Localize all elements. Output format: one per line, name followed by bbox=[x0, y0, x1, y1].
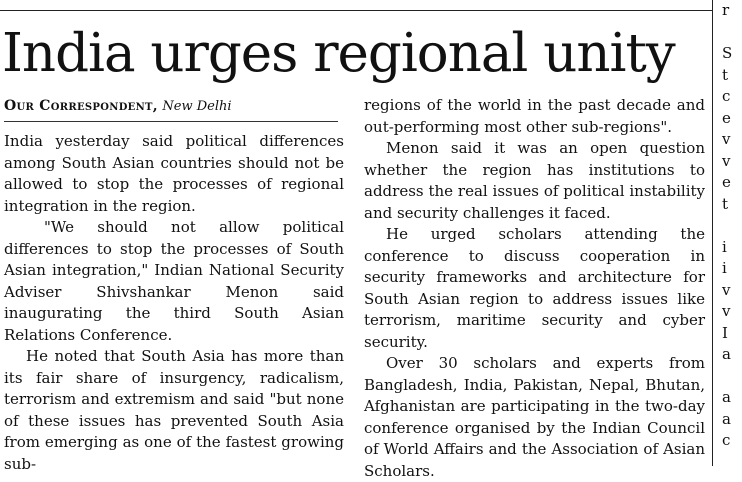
adjacent-article-fragment bbox=[722, 0, 742, 452]
fragment-line: v bbox=[722, 280, 731, 299]
fragment-line: i bbox=[722, 259, 727, 277]
fragment-line: a bbox=[722, 345, 731, 363]
paragraph: Over 30 scholars and experts from Bangladesh, India, Pakistan, Nepal, Bhutan, Afghanistan are participating in the two-day conference organised by the Indian Council of World Affairs and the Association of Asian Scholars. bbox=[364, 354, 705, 480]
byline-author: Our Correspondent, bbox=[4, 98, 158, 114]
paragraph: India yesterday said political differences among South Asian countries should not be allowed to stop the processes of regional integration in the region. bbox=[4, 132, 344, 215]
fragment-line: t bbox=[722, 194, 729, 213]
paragraph: He urged scholars attending the conference to discuss cooperation in security frameworks and architecture for South Asian region to address issues like terrorism, maritime security and cyber security. bbox=[364, 225, 705, 351]
paragraph-continuation: regions of the world in the past decade and out-performing most other sub-regions". bbox=[364, 96, 705, 136]
byline bbox=[4, 97, 344, 116]
fragment-line bbox=[722, 215, 742, 237]
byline-rule bbox=[4, 121, 338, 122]
fragment-line: a bbox=[722, 409, 731, 428]
fragment-line bbox=[722, 366, 742, 388]
paragraph: Menon said it was an open question whether the region has institutions to address the real issues of political instability and security challenges it faced. bbox=[364, 139, 705, 222]
fragment-line: I bbox=[722, 323, 728, 342]
article-column-2 bbox=[364, 95, 705, 482]
fragment-line: v bbox=[722, 302, 731, 320]
fragment-line bbox=[722, 22, 742, 44]
fragment-line: r bbox=[722, 1, 730, 19]
byline-place: New Delhi bbox=[162, 99, 232, 114]
fragment-line: v bbox=[722, 130, 731, 148]
fragment-line: t bbox=[722, 65, 729, 84]
fragment-line: e bbox=[722, 173, 731, 191]
top-rule bbox=[0, 10, 712, 11]
fragment-line: v bbox=[722, 151, 731, 170]
fragment-line: S bbox=[722, 44, 733, 62]
fragment-line: i bbox=[722, 237, 727, 256]
fragment-line: c bbox=[722, 431, 731, 449]
headline: India urges regional unity bbox=[2, 23, 675, 84]
fragment-line: e bbox=[722, 108, 731, 127]
paragraph: "We should not allow political differences to stop the processes of South Asian integration," Indian National Security Adviser Shivshankar Menon said inaugurating the third South Asian Relations Conference. bbox=[4, 218, 344, 344]
fragment-line: c bbox=[722, 87, 731, 105]
column-divider bbox=[712, 0, 713, 466]
paragraph: He noted that South Asia has more than its fair share of insurgency, radicalism, terrorism and extremism and said "but none of these issues has prevented South Asia from emerging as one of the fastest growing sub- bbox=[4, 347, 344, 473]
fragment-line: a bbox=[722, 388, 731, 406]
article-column-1 bbox=[4, 131, 344, 475]
